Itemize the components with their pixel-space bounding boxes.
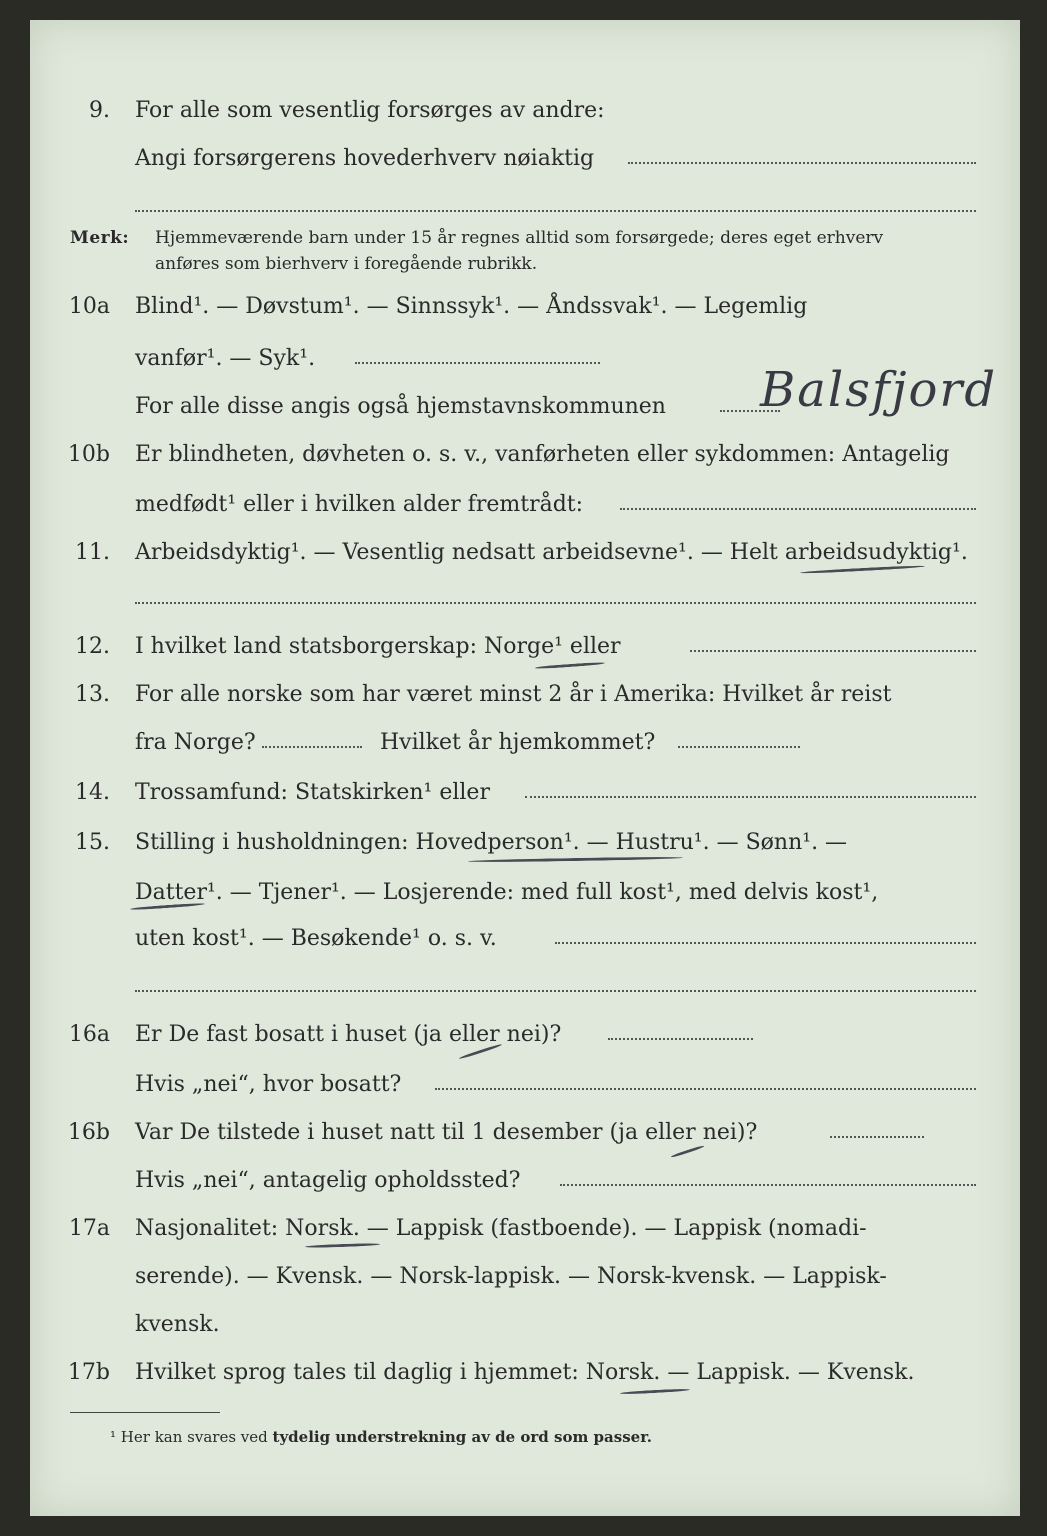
question-text: Arbeidsdyktig¹. — Vesentlig nedsatt arbeidsevne¹. — Helt arbeidsudyktig¹. <box>135 540 968 565</box>
question-number: 10b <box>67 442 110 467</box>
answer-line[interactable] <box>355 362 600 364</box>
question-text: serende). — Kvensk. — Norsk-lappisk. — Norsk-kvensk. — Lappisk- <box>135 1264 887 1289</box>
answer-line[interactable] <box>830 1136 924 1138</box>
question-text: Angi forsørgerens hovederhverv nøiaktig <box>135 146 595 171</box>
question-text: Hvis „nei“, antagelig opholdssted? <box>135 1168 521 1193</box>
question-text: For alle norske som har været minst 2 år i Amerika: Hvilket år reist <box>135 682 892 707</box>
question-number: 11. <box>75 540 110 565</box>
question-text: For alle som vesentlig forsørges av andre: <box>135 98 605 123</box>
underline-mark <box>800 565 925 575</box>
question-number: 16b <box>67 1120 110 1145</box>
question-text: kvensk. <box>135 1312 220 1337</box>
question-number: 16a <box>68 1022 110 1047</box>
question-number: 13. <box>75 682 110 707</box>
answer-line[interactable] <box>608 1038 753 1040</box>
underline-mark <box>620 1388 690 1395</box>
question-text: vanfør¹. — Syk¹. <box>135 346 316 371</box>
answer-line[interactable] <box>262 746 362 748</box>
question-text: Hvilket år hjemkommet? <box>380 730 656 755</box>
question-number: 12. <box>75 634 110 659</box>
question-text: Hvilket sprog tales til daglig i hjemmet: Norsk. — Lappisk. — Kvensk. <box>135 1360 915 1385</box>
note-label: Merk: <box>70 228 130 248</box>
footnote-separator <box>70 1412 220 1413</box>
answer-line[interactable] <box>560 1184 976 1186</box>
question-text: Var De tilstede i huset natt til 1 desember (ja eller nei)? <box>135 1120 758 1145</box>
underline-mark <box>305 1243 380 1249</box>
question-text: medfødt¹ eller i hvilken alder fremtrådt: <box>135 492 584 517</box>
answer-line[interactable] <box>628 162 976 164</box>
question-number: 17b <box>67 1360 110 1385</box>
question-number: 10a <box>68 294 110 319</box>
question-text: Hvis „nei“, hvor bosatt? <box>135 1072 402 1097</box>
footnote <box>110 1428 652 1446</box>
handwritten-answer: Balsfjord <box>760 362 998 418</box>
underline-mark <box>468 856 683 863</box>
question-text: Er De fast bosatt i huset (ja eller nei)? <box>135 1022 562 1047</box>
footnote-text-bold: tydelig understrekning av de ord som passer. <box>272 1428 652 1446</box>
underline-mark <box>670 1145 704 1159</box>
question-text: Datter¹. — Tjener¹. — Losjerende: med full kost¹, med delvis kost¹, <box>135 880 879 905</box>
question-text: fra Norge? <box>135 730 256 755</box>
question-text: Blind¹. — Døvstum¹. — Sinnssyk¹. — Åndssvak¹. — Legemlig <box>135 294 808 319</box>
answer-line[interactable] <box>555 942 976 944</box>
answer-line[interactable] <box>620 508 976 510</box>
question-text: Nasjonalitet: Norsk. — Lappisk (fastboende). — Lappisk (nomadi- <box>135 1216 867 1241</box>
question-text: Er blindheten, døvheten o. s. v., vanførheten eller sykdommen: Antagelig <box>135 442 950 467</box>
question-text: Trossamfund: Statskirken¹ eller <box>135 780 490 805</box>
note-line-1: Hjemmeværende barn under 15 år regnes alltid som forsørgede; deres eget erhverv <box>155 228 884 248</box>
footnote-text: Her kan svares ved <box>120 1428 273 1446</box>
answer-line[interactable] <box>135 210 976 212</box>
question-text: Stilling i husholdningen: Hovedperson¹. — Hustru¹. — Sønn¹. — <box>135 830 848 855</box>
answer-line[interactable] <box>135 602 976 604</box>
footnote-mark: ¹ <box>110 1428 117 1446</box>
question-text: uten kost¹. — Besøkende¹ o. s. v. <box>135 926 497 951</box>
question-number: 17a <box>68 1216 110 1241</box>
answer-line[interactable] <box>690 650 976 652</box>
note-line-2: anføres som bierhverv i foregående rubrikk. <box>155 254 538 274</box>
question-text: I hvilket land statsborgerskap: Norge¹ eller <box>135 634 621 659</box>
question-number: 15. <box>75 830 110 855</box>
question-text: For alle disse angis også hjemstavnskommunen <box>135 394 666 419</box>
answer-line[interactable] <box>525 796 976 798</box>
question-number: 9. <box>89 98 110 123</box>
underline-mark <box>535 662 605 670</box>
census-form-page <box>30 20 1020 1516</box>
answer-line[interactable] <box>135 990 976 992</box>
answer-line[interactable] <box>435 1088 976 1090</box>
answer-line[interactable] <box>678 746 800 748</box>
question-number: 14. <box>75 780 110 805</box>
